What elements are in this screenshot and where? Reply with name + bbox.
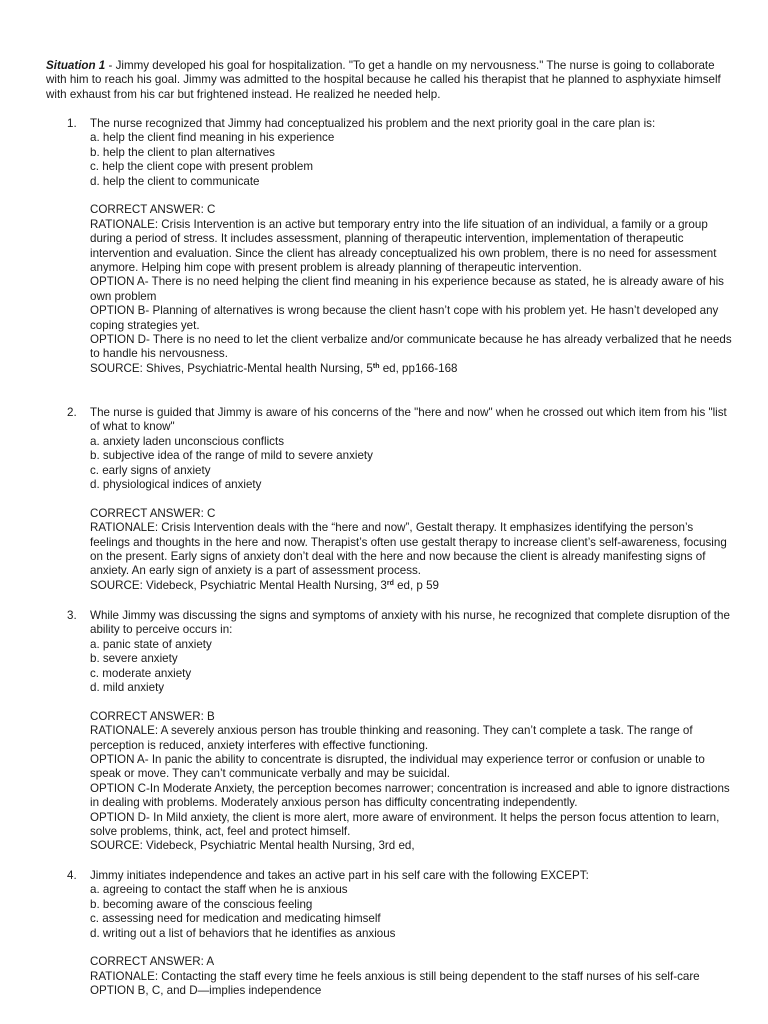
question-2	[46, 406, 736, 593]
answer-option: c. early signs of anxiety	[90, 463, 211, 477]
answer-option: b. severe anxiety	[90, 652, 178, 666]
question-stem: The nurse is guided that Jimmy is aware of his concerns of the "here and now" when he crossed out which item from his "list of what to know"	[90, 406, 727, 434]
answer-option: d. help the client to communicate	[90, 174, 260, 188]
answer-option: d. mild anxiety	[90, 681, 165, 695]
rationale: RATIONALE: Crisis Intervention deals with the “here and now”, Gestalt therapy. It emphasizes identifying the person’s feelings and thoughts in the here and now. Therapist’s often use gestalt therapy to increase client’s self-awareness, focusing on the present. Early signs of anxiety don’t deal with the here and now because the client is already manifesting signs of anxiety. An early sign of anxiety is a part of assessment process.	[90, 521, 727, 578]
correct-answer: CORRECT ANSWER: A	[90, 955, 215, 969]
correct-answer: CORRECT ANSWER: B	[90, 709, 215, 723]
answer-option: c. assessing need for medication and medicating himself	[90, 912, 381, 926]
rationale: RATIONALE: A severely anxious person has trouble thinking and reasoning. They can’t complete a task. The range of perception is reduced, anxiety interferes with effective functioning.	[90, 724, 693, 752]
option-explanation: OPTION B- Planning of alternatives is wrong because the client hasn’t cope with his problem yet. He hasn’t developed any coping strategies yet.	[90, 304, 719, 332]
source-citation	[90, 579, 736, 593]
question-stem: While Jimmy was discussing the signs and symptoms of anxiety with his nurse, he recognized that complete disruption of the ability to perceive occurs in:	[90, 609, 730, 637]
question-stem: Jimmy initiates independence and takes an active part in his self care with the following EXCEPT:	[90, 869, 589, 882]
answer-option: b. subjective idea of the range of mild to severe anxiety	[90, 449, 373, 463]
answer-option: a. help the client find meaning in his experience	[90, 131, 335, 145]
answer-option: c. help the client cope with present problem	[90, 160, 313, 174]
answer-option: a. agreeing to contact the staff when he is anxious	[90, 883, 348, 897]
question-1	[46, 117, 736, 376]
question-number: 3.	[67, 609, 77, 622]
answer-option: d. writing out a list of behaviors that he identifies as anxious	[90, 926, 396, 940]
question-number: 1.	[67, 117, 77, 130]
answer-option: b. help the client to plan alternatives	[90, 145, 275, 159]
option-explanation: OPTION A- In panic the ability to concentrate is disrupted, the individual may experience terror or confusion or unable to speak or move. They can’t communicate verbally and may be suicidal.	[90, 753, 705, 781]
correct-answer: CORRECT ANSWER: C	[90, 203, 216, 217]
option-explanation: OPTION B, C, and D—implies independence	[90, 984, 322, 998]
answer-option: a. panic state of anxiety	[90, 637, 212, 651]
answer-option: c. moderate anxiety	[90, 666, 192, 680]
rationale: RATIONALE: Crisis Intervention is an active but temporary entry into the life situation of an individual, a family or a group during a period of stress. It includes assessment, planning of therapeutic intervention, implementation of therapeutic intervention and evaluation. Since the client has already conceptualized his own problem, there is no need for assessment anymore. Helping him cope with present problem is already planning of therapeutic intervention.	[90, 217, 717, 275]
option-explanation: OPTION D- There is no need to let the client verbalize and/or communicate because he has already verbalized that he needs to handle his nervousness.	[90, 333, 732, 361]
option-explanation: OPTION D- In Mild anxiety, the client is more alert, more aware of environment. It helps the person focus attention to learn, solve problems, think, act, feel and protect himself.	[90, 810, 720, 839]
answer-option: a. anxiety laden unconscious conflicts	[90, 434, 284, 448]
source-text-end: ed, p 59	[393, 578, 439, 592]
source-text-end: ed, pp166-168	[379, 361, 458, 375]
source-text: SOURCE: Shives, Psychiatric-Mental health Nursing, 5	[90, 361, 373, 375]
source-text: SOURCE: Videbeck, Psychiatric Mental Health Nursing, 3	[90, 578, 387, 592]
source-citation: SOURCE: Videbeck, Psychiatric Mental health Nursing, 3rd ed,	[90, 839, 415, 853]
source-citation	[90, 362, 736, 376]
question-stem: The nurse recognized that Jimmy had conceptualized his problem and the next priority goal in the care plan is:	[90, 117, 656, 130]
source-superscript: th	[372, 362, 380, 370]
answer-option: d. physiological indices of anxiety	[90, 478, 262, 492]
rationale: RATIONALE: Contacting the staff every time he feels anxious is still being dependent to the staff nurses of his self-care	[90, 969, 700, 983]
question-number: 2.	[67, 406, 77, 419]
question-number: 4.	[67, 869, 77, 882]
situation-intro	[46, 59, 736, 102]
situation-label: Situation 1	[46, 59, 106, 72]
source-superscript: rd	[386, 579, 394, 587]
option-explanation: OPTION A- There is no need helping the client find meaning in his experience because as stated, he is already aware of his own problem	[90, 275, 724, 303]
option-explanation: OPTION C-In Moderate Anxiety, the perception becomes narrower; concentration is increased and able to ignore distractions in dealing with problems. Moderately anxious person has difficulty concentrating independently.	[90, 781, 730, 810]
question-3	[46, 609, 736, 854]
correct-answer: CORRECT ANSWER: C	[90, 506, 216, 520]
question-4	[46, 869, 736, 999]
answer-option: b. becoming aware of the conscious feeling	[90, 897, 313, 911]
situation-text: - Jimmy developed his goal for hospitalization. "To get a handle on my nervousness." The nurse is going to collaborate with him to reach his goal. Jimmy was admitted to the hospital because he called his therapist that he planned to asphyxiate himself with exhaust from his car but frightened instead. He realized he needed help.	[46, 59, 721, 101]
